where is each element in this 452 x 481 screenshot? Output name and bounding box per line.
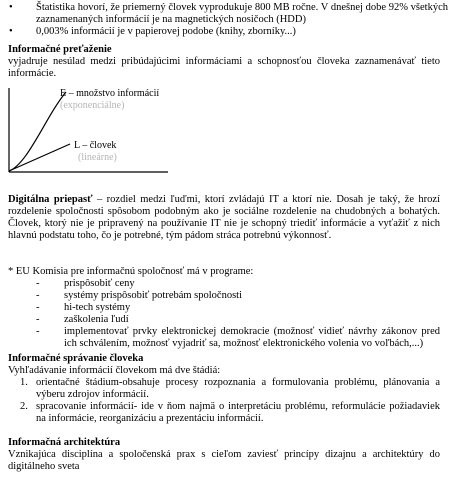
top-bullet-list <box>8 2 448 38</box>
eu-list-item: - systémy prispôsobiť potrebám spoločnosti <box>36 290 243 301</box>
bullet-text: 0,003% informácií je v papierovej podobe (knihy, zborníky...) <box>36 26 296 37</box>
eu-list-item: - implementovať prvky elektronickej demokracie (možnosť vidieť návrhy zákonov pred ich schválením, možnosť vyjadriť sa, možnosť elektronického volenia vo voľbách,...) <box>36 326 440 349</box>
eu-list-item: - prispôsobiť ceny <box>36 278 135 289</box>
eu-list-item: - zaškolenia ľudí <box>36 314 129 325</box>
eu-list-item: - hi-tech systémy <box>36 302 131 313</box>
architecture-heading: Informačná architektúra <box>8 437 121 448</box>
exponential-curve <box>9 92 66 171</box>
bullet-text: Štatistika hovorí, že priemerný človek vyprodukuje 800 MB ročne. V dnešnej dobe 92% všetkých zaznamenaných informácií je na magnetických nosičoch (HDD) <box>36 2 448 25</box>
e-label: E – množstvo informácií <box>60 88 160 99</box>
bullet-item <box>8 26 448 38</box>
eu-item-text: hi-tech systémy <box>64 302 131 313</box>
divide-text: – rozdiel medzi ľuďmi, ktorí zvládajú IT a ktorí nie. Dosah je taký, že hrozí rozdelenie spoločnosti spôsobom podobným ako je sociálne rozdelenie na chudobných a bohatých. Človek, ktorý nie je pripravený na používanie IT nie je schopný triediť informácie a vyťažiť z nich hlavnú podstatu toho, čo je potrebné, tým pádom stráca potrebnú výkonnosť. <box>8 194 440 241</box>
numbered-item: 1. orientačné štádium-obsahuje procesy rozpoznania a formulovania problému, plánovania a výberu zdrojov informácií. <box>20 377 440 400</box>
e-sublabel: (exponenciálne) <box>60 100 125 111</box>
divide-heading: Digitálna priepasť <box>8 194 93 205</box>
overload-section <box>8 44 440 80</box>
information-behavior-section <box>8 353 440 425</box>
l-label: L – človek <box>74 140 117 151</box>
numbered-item-text: spracovanie informácií- ide v ňom najmä o interpretáciu problému, reformulácie požiadaviek na informácie, reorganizáciu a prezentáciu informácií. <box>36 401 440 424</box>
eu-intro: * EU Komisia pre informačnú spoločnosť má v programe: <box>8 266 254 277</box>
architecture-section <box>8 437 440 473</box>
eu-item-text: implementovať prvky elektronickej demokracie (možnosť vidieť návrhy zákonov pred ich schválením, možnosť vyjadriť sa, možnosť elektronického volenia vo voľbách,...) <box>64 326 440 349</box>
eu-item-text: zaškolenia ľudí <box>64 314 129 325</box>
behavior-heading: Informačné správanie človeka <box>8 353 144 364</box>
linear-line <box>9 144 70 171</box>
l-sublabel: (lineárne) <box>78 152 117 163</box>
overload-heading: Informačné preťaženie <box>8 44 112 55</box>
bullet-item <box>8 2 448 26</box>
bullet-dot-icon: • <box>9 26 13 37</box>
eu-item-text: prispôsobiť ceny <box>64 278 135 289</box>
eu-item-text: systémy prispôsobiť potrebám spoločnosti <box>64 290 243 301</box>
bullet-dot-icon: • <box>9 2 13 13</box>
architecture-text: Vznikajúca disciplína a spoločenská prax s cieľom zaviesť princípy dizajnu a architektúry do digitálneho sveta <box>8 449 440 472</box>
digital-divide-section <box>8 194 440 242</box>
overload-figure <box>8 86 248 182</box>
overload-text: vyjadruje nesúlad medzi pribúdajúcimi informáciami a schopnosťou človeka zaznamenávať tieto informácie. <box>8 56 440 79</box>
growth-curves-graphic <box>8 86 248 182</box>
numbered-item: 2. spracovanie informácií- ide v ňom najmä o interpretáciu problému, reformulácie požiadaviek na informácie, reorganizáciu a prezentáciu informácií. <box>20 401 440 424</box>
behavior-intro: Vyhľadávanie informácií človekom má dve štádiá: <box>8 365 221 376</box>
numbered-item-text: orientačné štádium-obsahuje procesy rozpoznania a formulovania problému, plánovania a výberu zdrojov informácií. <box>36 377 440 400</box>
eu-program-section <box>8 266 440 350</box>
